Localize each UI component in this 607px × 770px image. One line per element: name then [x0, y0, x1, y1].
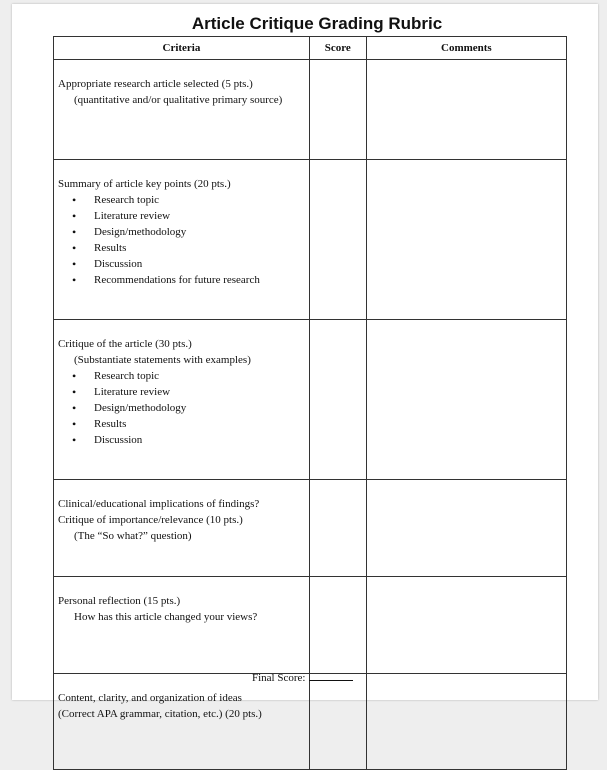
score-cell[interactable] [309, 577, 366, 674]
comments-cell[interactable] [366, 577, 566, 674]
score-header: Score [309, 37, 366, 60]
criteria-cell [54, 160, 310, 320]
bullet-item: • Recommendations for future research [70, 272, 305, 288]
bullet-item: • Results [70, 416, 305, 432]
criterion-text: Appropriate research article selected (5 pts.) [58, 78, 253, 90]
criterion-text: (Correct APA grammar, citation, etc.) (20 pts.) [58, 708, 262, 720]
comments-cell[interactable] [366, 160, 566, 320]
criterion-text: Summary of article key points (20 pts.) [58, 178, 231, 190]
rubric-row [54, 577, 567, 674]
bullet-item: • Literature review [70, 384, 305, 400]
criteria-header: Criteria [54, 37, 310, 60]
final-score-blank[interactable] [309, 670, 353, 681]
criterion-text: Clinical/educational implications of findings? [58, 498, 260, 510]
criteria-cell [54, 320, 310, 480]
header-row [54, 37, 567, 60]
bullet-item: • Discussion [70, 432, 305, 448]
criterion-text: Content, clarity, and organization of ideas [58, 692, 242, 704]
bullet-item: • Design/methodology [70, 224, 305, 240]
final-score [252, 670, 353, 684]
rubric-row [54, 480, 567, 577]
criterion-text: Critique of the article (30 pts.) [58, 338, 192, 350]
rubric-row [54, 60, 567, 160]
page-title: Article Critique Grading Rubric [191, 14, 443, 33]
bullet-item: • Literature review [70, 208, 305, 224]
criterion-text: Personal reflection (15 pts.) [58, 595, 181, 607]
rubric-row [54, 674, 567, 770]
score-cell[interactable] [309, 320, 366, 480]
comments-cell[interactable] [366, 480, 566, 577]
criterion-note: (The “So what?” question) [74, 530, 192, 542]
final-score-label: Final Score: [252, 672, 306, 684]
criteria-cell [54, 480, 310, 577]
rubric-table [53, 36, 567, 770]
comments-header: Comments [366, 37, 566, 60]
bullet-item: • Research topic [70, 368, 305, 384]
score-cell[interactable] [309, 160, 366, 320]
criterion-text: Critique of importance/relevance (10 pts.) [58, 514, 243, 526]
criteria-cell [54, 60, 310, 160]
score-cell[interactable] [309, 480, 366, 577]
rubric-row [54, 160, 567, 320]
rubric-row [54, 320, 567, 480]
bullet-list [58, 368, 305, 448]
bullet-item: • Discussion [70, 256, 305, 272]
bullet-item: • Research topic [70, 192, 305, 208]
score-cell[interactable] [309, 674, 366, 770]
bullet-list [58, 192, 305, 288]
criteria-cell [54, 577, 310, 674]
comments-cell[interactable] [366, 320, 566, 480]
criterion-note: (Substantiate statements with examples) [74, 354, 251, 366]
criteria-cell [54, 674, 310, 770]
score-cell[interactable] [309, 60, 366, 160]
comments-cell[interactable] [366, 674, 566, 770]
comments-cell[interactable] [366, 60, 566, 160]
criterion-note: (quantitative and/or qualitative primary source) [74, 94, 283, 106]
bullet-item: • Design/methodology [70, 400, 305, 416]
criterion-note: How has this article changed your views? [74, 611, 258, 623]
bullet-item: • Results [70, 240, 305, 256]
rubric-page [12, 4, 598, 720]
